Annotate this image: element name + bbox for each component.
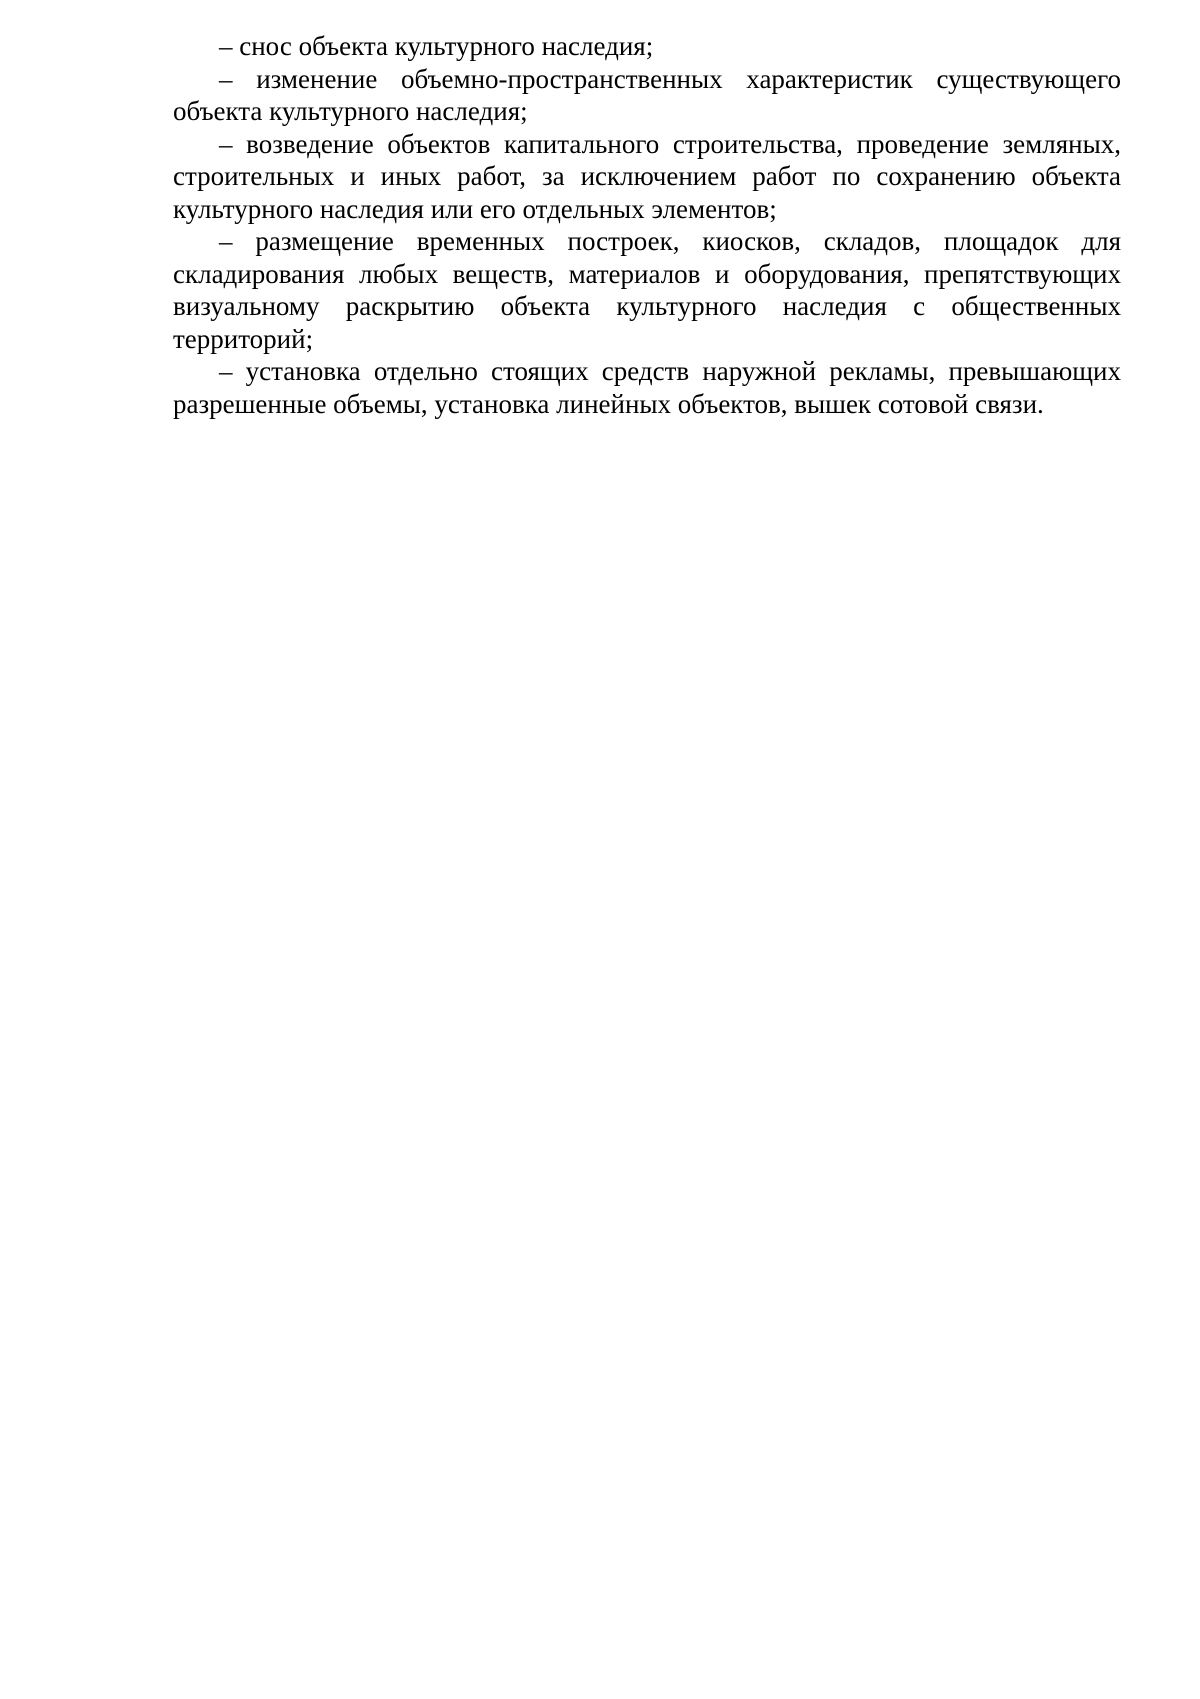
- list-item: – установка отдельно стоящих средств наружной рекламы, превышающих разрешенные объемы, установка линейных объектов, вышек сотовой связи.: [173, 356, 1121, 419]
- list-item: – размещение временных построек, киосков, складов, площадок для складирования любых веществ, материалов и оборудования, препятствующих визуальному раскрытию объекта культурного наследия с общественных территорий;: [173, 226, 1121, 354]
- document-body: [173, 30, 1121, 420]
- list-item: – возведение объектов капитального строительства, проведение земляных, строительных и иных работ, за исключением работ по сохранению объекта культурного наследия или его отдельных элементов;: [173, 128, 1121, 224]
- list-item: – снос объекта культурного наследия;: [219, 31, 654, 61]
- list-item: – изменение объемно-пространственных характеристик существующего объекта культурного наследия;: [173, 63, 1121, 126]
